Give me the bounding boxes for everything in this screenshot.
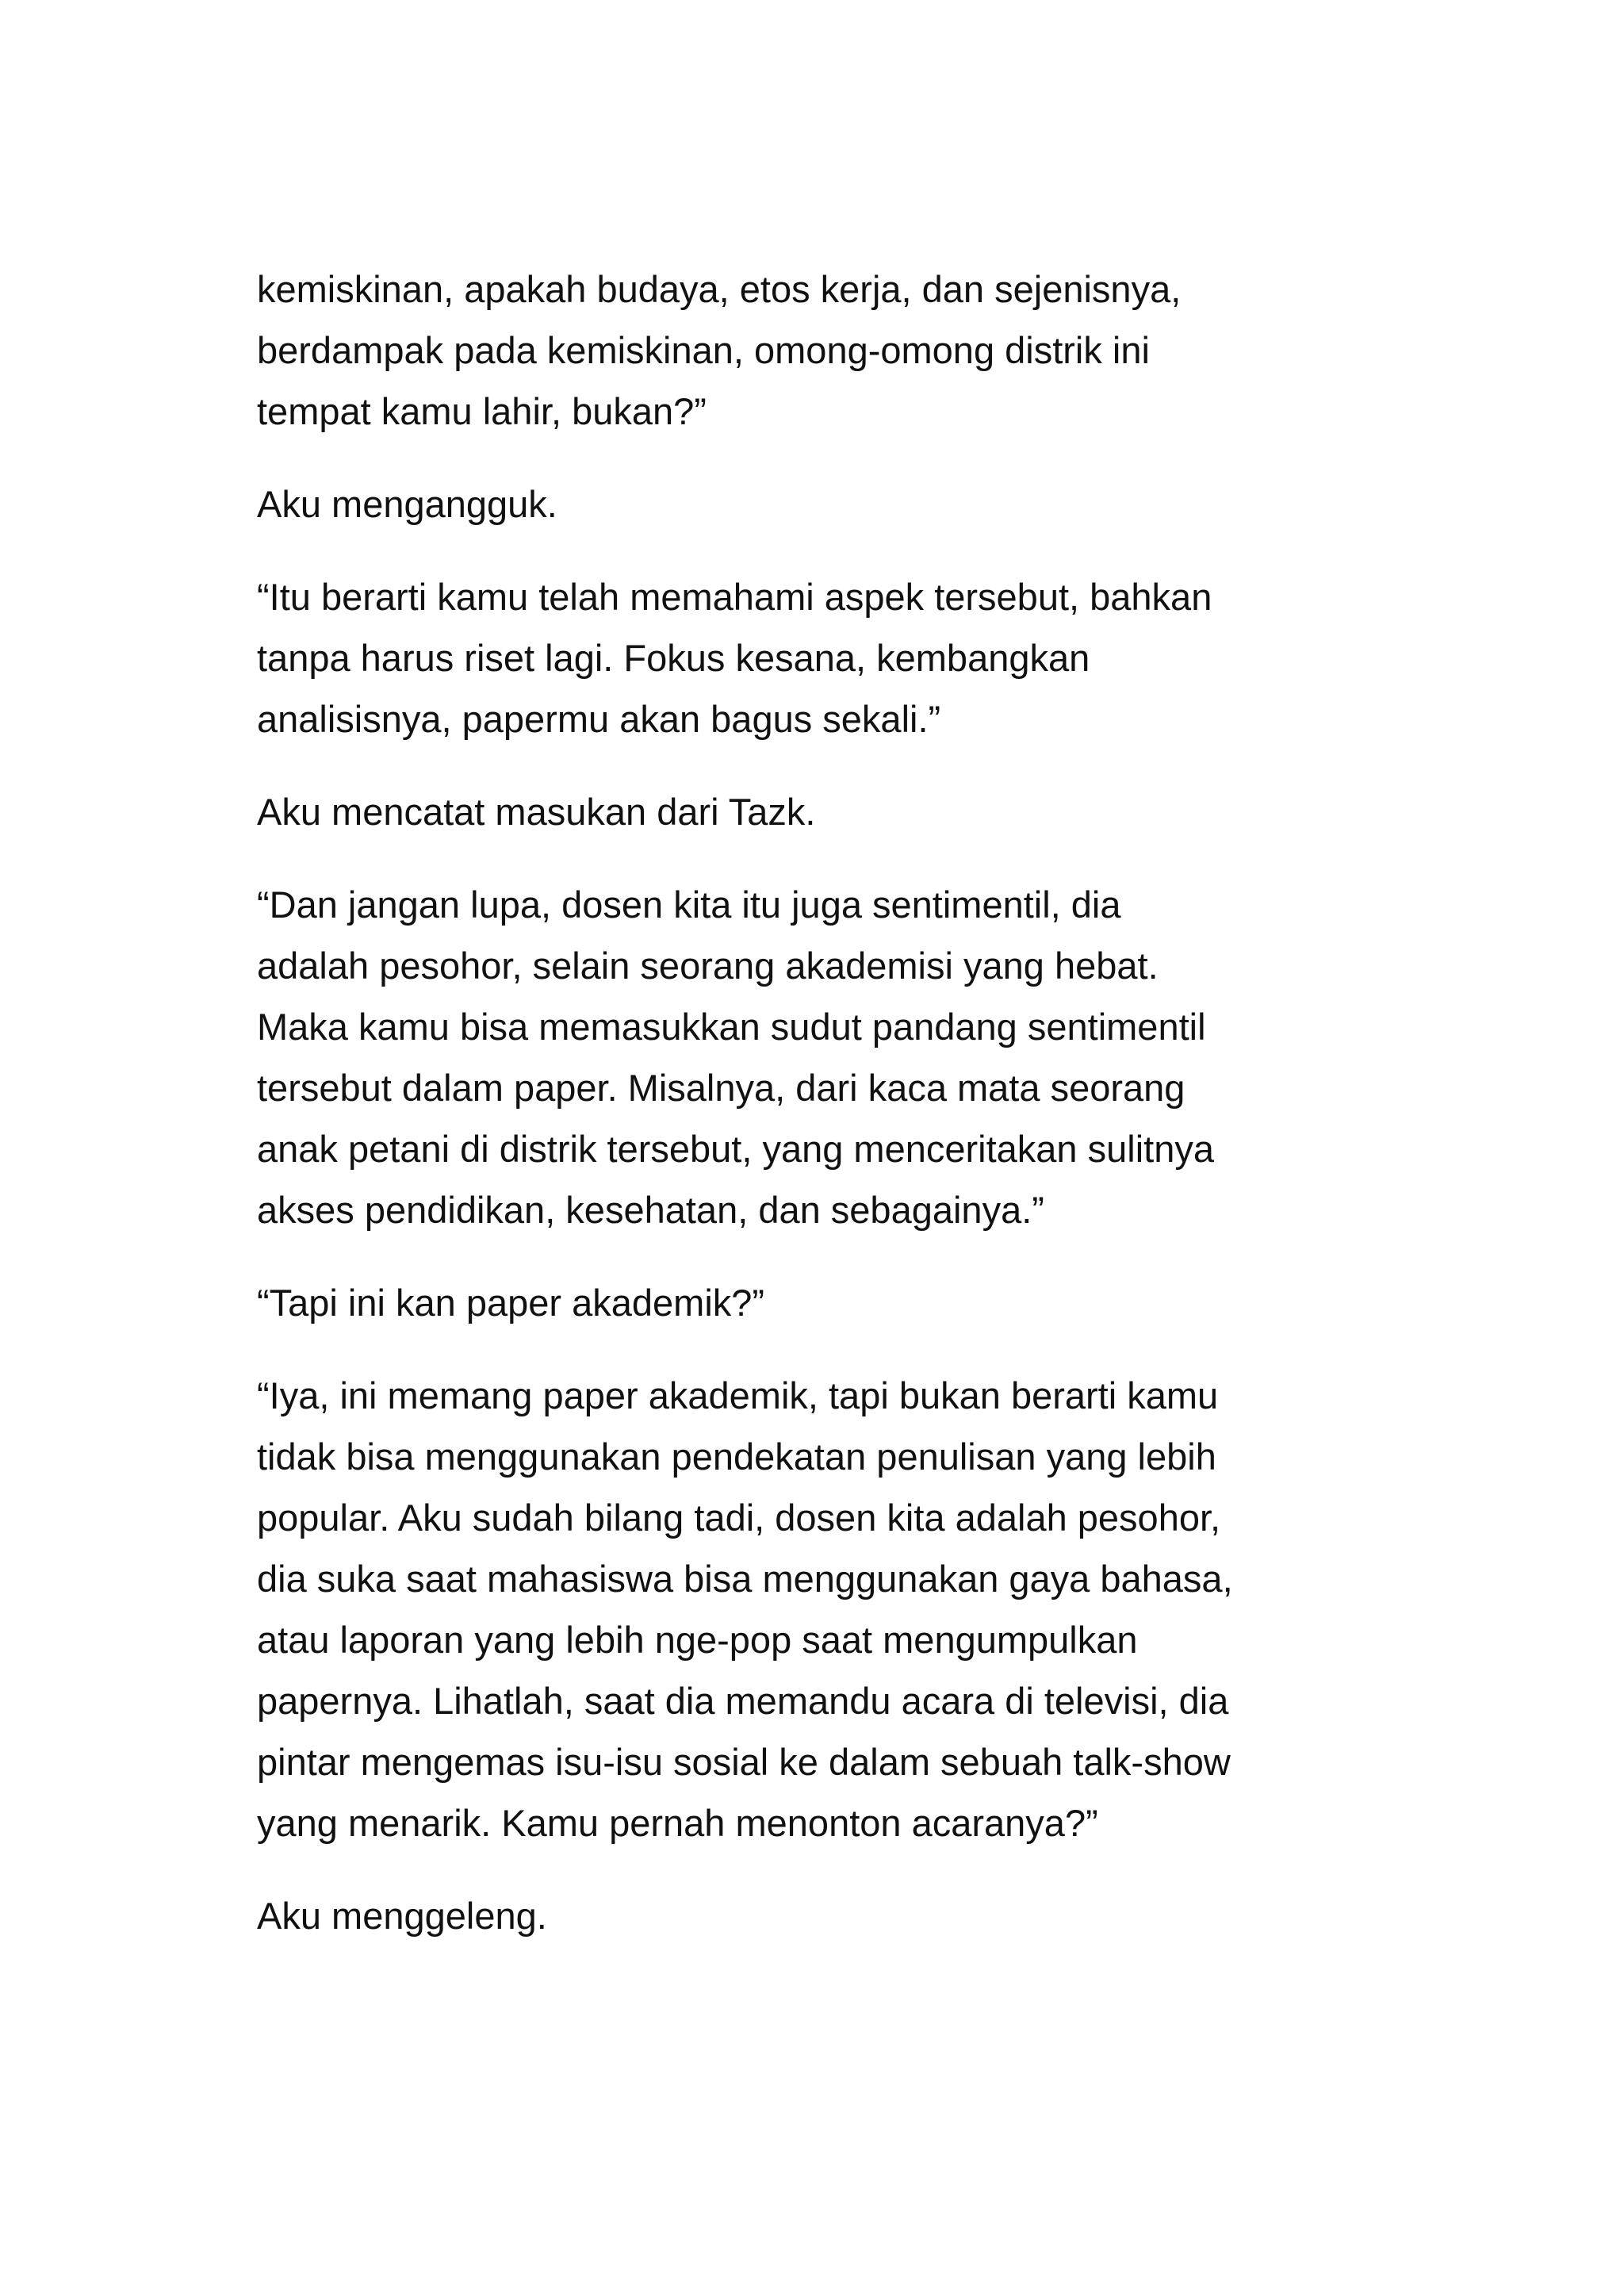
text-line: tidak bisa menggunakan pendekatan penulisan yang lebih (257, 1435, 1216, 1478)
text-line: berdampak pada kemiskinan, omong-omong distrik ini (257, 329, 1150, 371)
paragraph-spacing (257, 1240, 1383, 1272)
text-line: dia suka saat mahasiswa bisa menggunakan gaya bahasa, (257, 1558, 1233, 1600)
paragraph (257, 1365, 1383, 1853)
text-line: yang menarik. Kamu pernah menonton acaranya?” (257, 1802, 1098, 1844)
paragraph-spacing (257, 1853, 1383, 1885)
paragraph-spacing (257, 749, 1383, 781)
text-line: papernya. Lihatlah, saat dia memandu acara di televisi, dia (257, 1680, 1229, 1722)
text-line: Maka kamu bisa memasukkan sudut pandang sentimentil (257, 1006, 1206, 1048)
text-line: tanpa harus riset lagi. Fokus kesana, kembangkan (257, 637, 1090, 679)
text-line: Aku mencatat masukan dari Tazk. (257, 791, 816, 833)
text-line: “Itu berarti kamu telah memahami aspek tersebut, bahkan (257, 576, 1212, 618)
text-line: tersebut dalam paper. Misalnya, dari kaca mata seorang (257, 1067, 1185, 1109)
paragraph-spacing (257, 535, 1383, 566)
body-text (257, 259, 1383, 1946)
paragraph (257, 1272, 1383, 1333)
paragraph-spacing (257, 842, 1383, 874)
paragraph (257, 874, 1383, 1240)
text-line: “Iya, ini memang paper akademik, tapi bukan berarti kamu (257, 1374, 1219, 1416)
paragraph (257, 259, 1383, 442)
paragraph-spacing (257, 1333, 1383, 1365)
text-line: pintar mengemas isu-isu sosial ke dalam sebuah talk-show (257, 1741, 1231, 1783)
text-line: tempat kamu lahir, bukan?” (257, 390, 707, 432)
text-line: “Tapi ini kan paper akademik?” (257, 1282, 765, 1324)
paragraph (257, 781, 1383, 842)
text-line: kemiskinan, apakah budaya, etos kerja, dan sejenisnya, (257, 268, 1182, 310)
text-line: Aku menggeleng. (257, 1895, 547, 1937)
paragraph (257, 566, 1383, 749)
text-line: “Dan jangan lupa, dosen kita itu juga sentimentil, dia (257, 884, 1121, 926)
text-line: analisisnya, papermu akan bagus sekali.” (257, 698, 941, 740)
text-line: adalah pesohor, selain seorang akademisi yang hebat. (257, 945, 1159, 987)
text-line: popular. Aku sudah bilang tadi, dosen kita adalah pesohor, (257, 1497, 1221, 1539)
text-line: atau laporan yang lebih nge-pop saat mengumpulkan (257, 1619, 1138, 1661)
paragraph (257, 1885, 1383, 1946)
text-line: Aku mengangguk. (257, 483, 557, 525)
text-line: anak petani di distrik tersebut, yang menceritakan sulitnya (257, 1128, 1214, 1170)
text-line: akses pendidikan, kesehatan, dan sebagainya.” (257, 1189, 1044, 1231)
paragraph-spacing (257, 442, 1383, 473)
paragraph (257, 473, 1383, 535)
